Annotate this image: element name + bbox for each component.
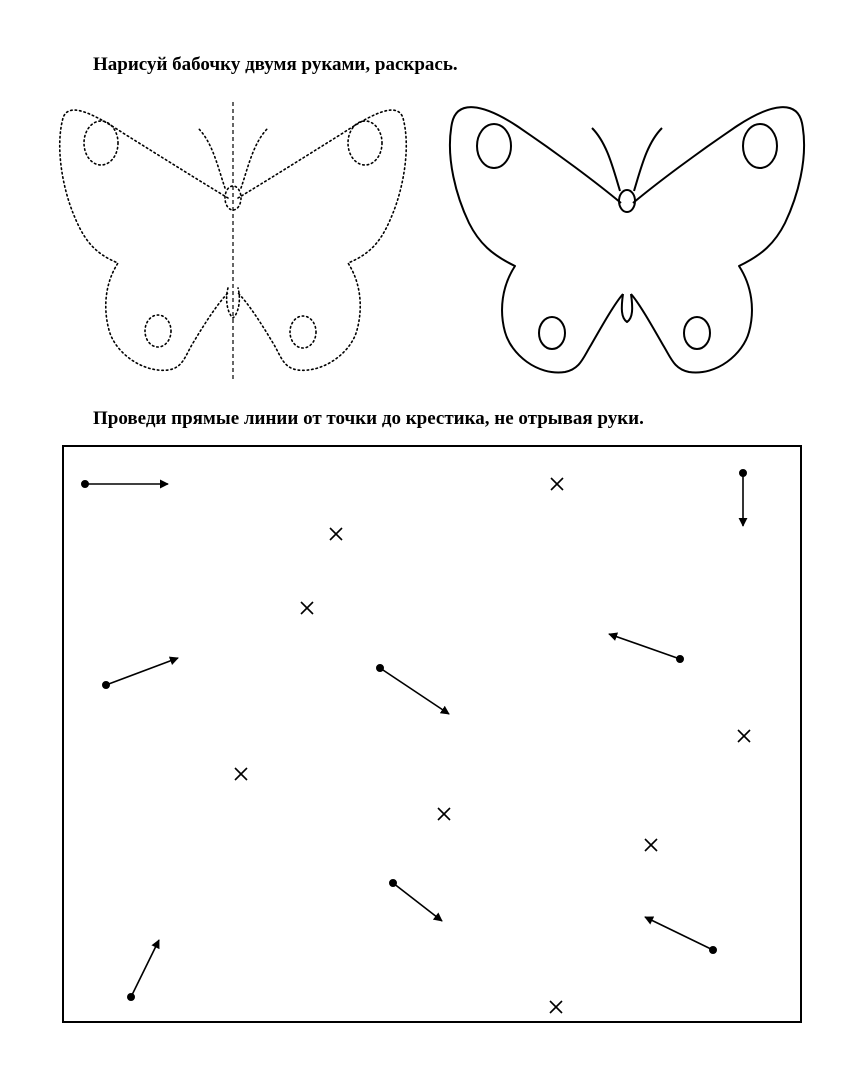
arrow-8 <box>128 940 159 1000</box>
crosses <box>235 478 750 1013</box>
dotted-butterfly <box>60 110 407 370</box>
arrow-3 <box>103 658 178 688</box>
arrows <box>82 470 746 1000</box>
cross-1 <box>551 478 563 490</box>
tracing-frame <box>63 446 801 1022</box>
arrow-5 <box>609 634 683 662</box>
cross-8 <box>550 1001 562 1013</box>
cross-2 <box>330 528 342 540</box>
arrow-7 <box>645 917 716 953</box>
cross-6 <box>438 808 450 820</box>
arrow-2 <box>740 470 746 526</box>
cross-3 <box>301 602 313 614</box>
task1-instruction: Нарисуй бабочку двумя руками, раскрась. <box>93 54 458 75</box>
arrow-6 <box>390 880 442 921</box>
cross-7 <box>645 839 657 851</box>
solid-butterfly <box>450 107 804 372</box>
cross-5 <box>235 768 247 780</box>
arrow-4 <box>377 665 449 714</box>
cross-4 <box>738 730 750 742</box>
task2-instruction: Проведи прямые линии от точки до крестика, не отрывая руки. <box>93 408 644 429</box>
arrow-1 <box>82 481 168 487</box>
